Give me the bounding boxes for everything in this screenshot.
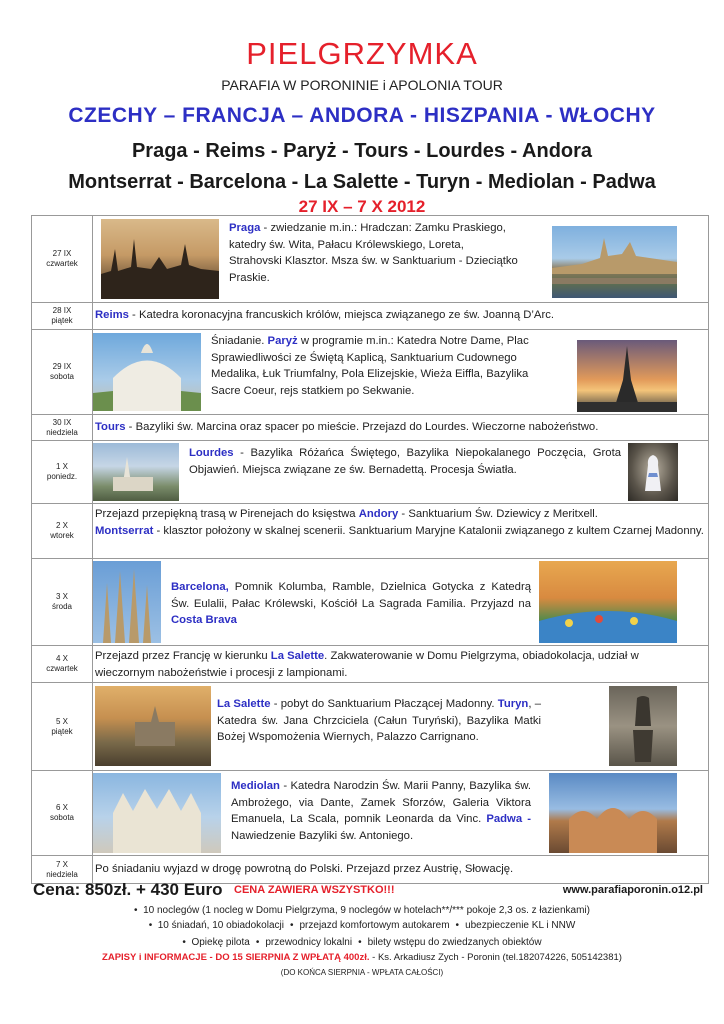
- table-row: [32, 504, 709, 559]
- padua-basilica-photo: [549, 773, 677, 853]
- place-name: La Salette: [217, 698, 271, 710]
- eiffel-tower-photo: [577, 340, 677, 412]
- place-name: Paryż: [267, 335, 298, 347]
- include-item: 10 noclegów (1 nocleg w Domu Pielgrzyma, 9 noclegów w hotelach**/*** pokoje 2,3 os. z łazienkami): [143, 905, 590, 916]
- contact-details: - Ks. Arkadiusz Zych - Poronin (tel.182074226, 505142381): [369, 952, 622, 963]
- shroud-of-turin-photo: [609, 686, 677, 766]
- table-row: [32, 646, 709, 683]
- website-link[interactable]: www.parafiaporonin.o12.pl: [562, 884, 703, 896]
- includes-line-2: • 10 śniadań, 10 obiadokolacji • przejazd komfortowym autokarem • ubezpieczenie KL i NNW: [148, 920, 576, 931]
- day-cell: 6 X sobota: [32, 771, 93, 856]
- milan-cathedral-photo: [93, 773, 221, 853]
- include-item: bilety wstępu do zwiedzanych obiektów: [367, 937, 542, 948]
- price-note: CENA ZAWIERA WSZYSTKO!!!: [234, 884, 395, 896]
- day-cell: 1 X poniedz.: [32, 441, 93, 504]
- itinerary-table: [31, 215, 709, 884]
- include-item: przewodnicy lokalni: [265, 937, 353, 948]
- day-cell: 7 X niedziela: [32, 856, 93, 884]
- day-text: Po śniadaniu wyjazd w drogę powrotną do Polski. Przejazd przez Austrię, Słowację.: [95, 863, 514, 875]
- la-salette-sanctuary-photo: [95, 686, 211, 766]
- table-row: [32, 441, 709, 504]
- day-text: Śniadanie. Paryż w programie m.in.: Katedra Notre Dame, Plac Sprawiedliwości ze Świętą Kaplicą, Sanktuarium Cudownego Medalika, Łuk Triumfalny, Pola Elizejskie, Wieża Eiffla, Bazylika Sacre Coeur, rejs statkiem po Sekwanie.: [211, 335, 529, 397]
- day-text: Lourdes - Bazylika Różańca Świętego, Bazylika Niepokalanego Poczęcia, Grota Objawień. Miejsca związane ze św. Bernadettą. Procesja Światła.: [189, 447, 621, 476]
- include-item: 10 śniadań, 10 obiadokolacji: [157, 920, 284, 931]
- trip-dates: 27 IX – 7 X 2012: [298, 197, 426, 216]
- include-item: ubezpieczenie KL i NNW: [465, 920, 576, 931]
- sagrada-familia-photo: [93, 561, 161, 643]
- table-row: [32, 415, 709, 441]
- day-description: [93, 771, 709, 856]
- table-row: [32, 330, 709, 415]
- signup-deadline: ZAPISY i INFORMACJE - DO 15 SIERPNIA Z WPŁATĄ 400zł.: [102, 952, 370, 963]
- day-cell: 30 IX niedziela: [32, 415, 93, 441]
- table-row: [32, 683, 709, 771]
- place-name: Costa Brava: [171, 614, 237, 626]
- place-name: Padwa -: [486, 813, 531, 825]
- lourdes-basilica-photo: [93, 443, 179, 501]
- day-weekday: czwartek: [46, 259, 78, 268]
- day-cell: 2 X wtorek: [32, 504, 93, 559]
- place-name: La Salette: [270, 650, 325, 662]
- day-cell: 4 X czwartek: [32, 646, 93, 683]
- includes-line-1: • 10 noclegów (1 nocleg w Domu Pielgrzyma, 9 noclegów w hotelach**/*** pokoje 2,3 os. z łazienkami): [134, 905, 590, 916]
- price: Cena: 850zł. + 430 Euro: [33, 880, 223, 899]
- day-text: Praga - zwiedzanie m.in.: Hradczan: Zamku Praskiego, katedry św. Wita, Pałacu Królewskiego, Loreta, Strahovski Klasztor. Msza św. w Sanktuarium - Dzieciątko Praskie.: [229, 222, 518, 284]
- final-note: (DO KOŃCA SIERPNIA - WPŁATA CAŁOŚCI): [280, 968, 444, 977]
- table-row: [32, 216, 709, 303]
- day-description: [93, 415, 709, 441]
- day-cell: 5 X piątek: [32, 683, 93, 771]
- contact-info: [0, 952, 724, 963]
- place-name: Turyn: [497, 698, 529, 710]
- route-line-2: Montserrat - Barcelona - La Salette - Turyn - Mediolan - Padwa: [68, 171, 656, 193]
- grotto-madonna-photo: [628, 443, 678, 501]
- day-description: [93, 441, 709, 504]
- day-description: [93, 216, 709, 303]
- day-cell: [32, 216, 93, 303]
- sacre-coeur-photo: [93, 333, 201, 411]
- day-description: [93, 303, 709, 330]
- table-row: [32, 771, 709, 856]
- day-text: Barcelona, Pomnik Kolumba, Ramble, Dzielnica Gotycka z Katedrą Św. Eulalii, Pałac Królewski, Kościół La Sagrada Familia. Przyjazd na Costa Brava: [171, 581, 531, 626]
- place-name: Andory: [358, 508, 399, 520]
- price-row: [31, 880, 709, 902]
- table-row: [32, 303, 709, 330]
- day-cell: 28 IX piątek: [32, 303, 93, 330]
- day-description: [93, 330, 709, 415]
- include-item: przejazd komfortowym autokarem: [299, 920, 450, 931]
- day-text: La Salette - pobyt do Sanktuarium Płaczącej Madonny. Turyn, – Katedra św. Jana Chrzciciela (Całun Turyński), Bazylika Matki Bożej Wspomożenia Wiernych, Palazzo Carrignano.: [217, 698, 541, 743]
- place-name: Tours: [95, 421, 126, 433]
- park-guell-photo: [539, 561, 677, 643]
- day-text: Mediolan - Katedra Narodzin Św. Marii Panny, Bazylika św. Ambrożego, via Dante, Zamek Sforzów, Galeria Viktora Emanuela, La Scala, pomnik Leonarda da Vinc. Padwa - Nawiedzenie Bazyliki św. Antoniego.: [231, 780, 531, 842]
- place-name: Mediolan: [231, 780, 280, 792]
- place-name: Montserrat: [95, 524, 154, 537]
- include-item: Opiekę pilota: [191, 937, 250, 948]
- includes-line-3: • Opiekę pilota • przewodnicy lokalni • bilety wstępu do zwiedzanych obiektów: [182, 937, 542, 948]
- day-text: Przejazd przez Francję w kierunku La Salette. Zakwaterowanie w Domu Pielgrzyma, obiadokolacja, udział w wieczornym nabożeństwie i procesji z lampionami.: [95, 650, 639, 679]
- table-row: [32, 559, 709, 646]
- day-description: [93, 559, 709, 646]
- organizer-subtitle: PARAFIA W PORONINIE i APOLONIA TOUR: [221, 77, 503, 93]
- place-name: Reims: [95, 309, 129, 321]
- day-text: Reims - Katedra koronacyjna francuskich królów, miejsca związanego ze św. Joanną D’Arc.: [95, 309, 555, 321]
- place-name: Barcelona,: [171, 581, 229, 593]
- countries-heading: CZECHY – FRANCJA – ANDORA - HISZPANIA - WŁOCHY: [68, 104, 656, 127]
- day-description: [93, 504, 709, 559]
- day-text: Przejazd przepiękną trasą w Pirenejach do księstwa Andory - Sanktuarium Św. Dziewicy z Meritxell. Montserrat - klasztor położony w skalnej scenerii. Sanktuarium Maryjne Katalonii związanego z kultem Czarnej Madonny.: [95, 508, 704, 537]
- place-name: Lourdes: [189, 447, 234, 459]
- day-text: Tours - Bazyliki św. Marcina oraz spacer po mieście. Przejazd do Lourdes. Wieczorne nabożeństwo.: [95, 421, 599, 433]
- day-cell: 3 X środa: [32, 559, 93, 646]
- prague-silhouette-photo: [101, 219, 219, 299]
- day-date: 27 IX: [52, 249, 72, 258]
- route-line-1: Praga - Reims - Paryż - Tours - Lourdes - Andora: [131, 140, 593, 162]
- place-name: Praga: [229, 222, 261, 234]
- day-description: [93, 646, 709, 683]
- page-title: PIELGRZYMKA: [246, 36, 478, 71]
- day-cell: 29 IX sobota: [32, 330, 93, 415]
- prague-castle-photo: [552, 226, 677, 298]
- day-description: [93, 683, 709, 771]
